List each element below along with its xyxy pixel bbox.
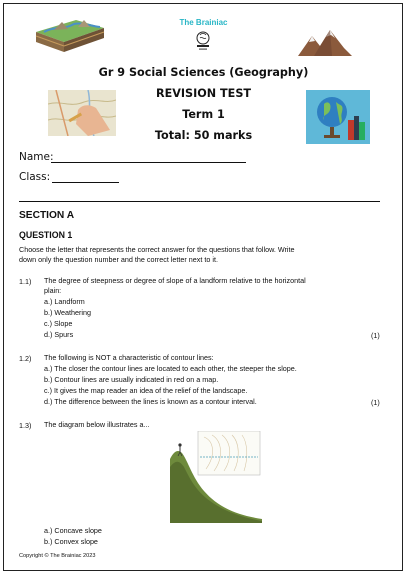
question-title: QUESTION 1 (19, 230, 73, 240)
class-label: Class: (19, 171, 51, 183)
question-number: 1.1) (19, 277, 32, 286)
option-b: b.) Weathering (44, 308, 92, 317)
map-reading-icon (48, 90, 116, 136)
marks: (1) (371, 331, 380, 340)
instructions-line-2: down only the question number and the correct letter next to it. (19, 255, 218, 264)
question-number: 1.2) (19, 354, 32, 363)
option-a: a.) Landform (44, 297, 85, 306)
instructions-line-1: Choose the letter that represents the correct answer for the questions that follow. Write (19, 245, 295, 254)
mountains-icon (298, 26, 352, 58)
option-a: a.) The closer the contour lines are located to each other, the steeper the slope. (44, 364, 297, 373)
marks: (1) (371, 398, 380, 407)
option-a: a.) Concave slope (44, 526, 102, 535)
section-title: SECTION A (19, 210, 75, 221)
globe-books-icon (306, 90, 370, 144)
question-text-cont: plain: (44, 286, 62, 295)
option-c: c.) Slope (44, 319, 73, 328)
slope-diagram-icon (170, 431, 262, 523)
brainiac-logo-icon (194, 30, 212, 52)
subject-title: Gr 9 Social Sciences (Geography) (98, 66, 309, 79)
term-label: Term 1 (182, 108, 225, 121)
class-field[interactable] (52, 182, 119, 183)
option-c: c.) It gives the map reader an idea of the relief of the landscape. (44, 386, 248, 395)
name-label: Name: (19, 151, 54, 163)
question-number: 1.3) (19, 421, 32, 430)
question-text: The diagram below illustrates a... (44, 420, 150, 429)
option-b: b.) Convex slope (44, 537, 98, 546)
brand-name: The Brainiac (179, 18, 228, 27)
divider (19, 201, 380, 202)
option-b: b.) Contour lines are usually indicated in red on a map. (44, 375, 219, 384)
copyright: Copyright © The Brainiac 2023 (19, 553, 96, 559)
option-d: d.) The difference between the lines is known as a contour interval. (44, 397, 257, 406)
test-name: REVISION TEST (155, 87, 252, 100)
question-text: The degree of steepness or degree of slope of a landform relative to the horizontal (44, 276, 306, 285)
option-d: d.) Spurs (44, 330, 74, 339)
total-marks: Total: 50 marks (154, 129, 253, 142)
name-field[interactable] (51, 162, 246, 163)
question-text: The following is NOT a characteristic of contour lines: (44, 353, 214, 362)
